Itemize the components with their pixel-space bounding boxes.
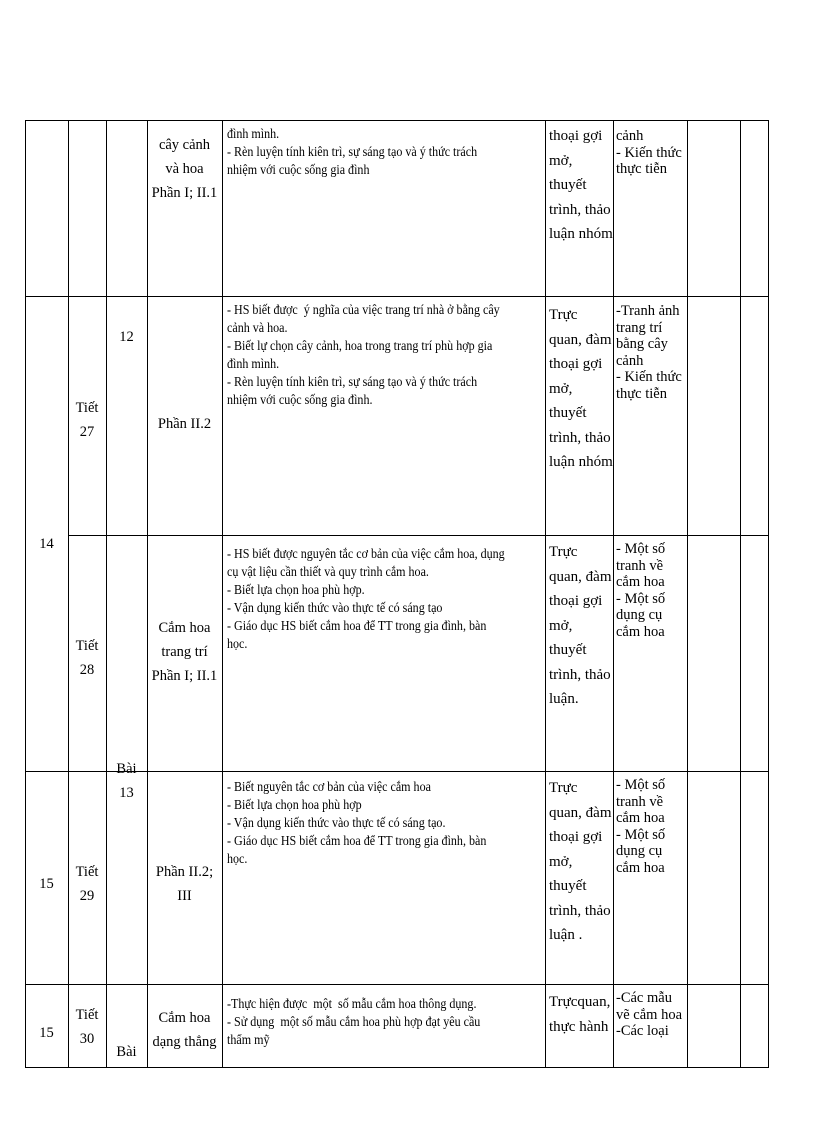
period-cell xyxy=(68,634,106,682)
method-line: thoại gợi xyxy=(549,829,603,845)
objectives-cell xyxy=(227,546,537,654)
lesson-label: Bài xyxy=(116,1044,137,1060)
material-line: -Tranh ảnh xyxy=(616,303,680,319)
lesson-title-cell xyxy=(147,412,222,436)
method-line: thoại gợi xyxy=(549,593,603,609)
material-line: - Kiến thức xyxy=(616,369,682,385)
week-number: 15 xyxy=(39,876,54,892)
objective-line: - HS biết được nguyên tắc cơ bản của việc cắm hoa, dụng xyxy=(227,547,505,562)
week-number: 15 xyxy=(39,1025,54,1041)
col-border xyxy=(106,120,107,1068)
objective-line: - Biết lựa chọn hoa phù hợp xyxy=(227,798,362,813)
lesson-title-line: Phần II.2; xyxy=(155,864,214,880)
methods-cell xyxy=(549,540,611,712)
period-number: 30 xyxy=(79,1031,95,1047)
objectives-cell xyxy=(227,302,537,410)
lesson-title-line: III xyxy=(177,888,192,904)
method-line: trình, thảo xyxy=(549,666,611,683)
lesson-title-line: dạng thẳng xyxy=(152,1034,217,1050)
period-cell xyxy=(68,860,106,908)
lesson-title-line: cây cảnh xyxy=(158,137,211,153)
methods-cell xyxy=(549,990,610,1039)
material-line: cảnh xyxy=(616,352,644,369)
col-border xyxy=(147,120,148,1068)
material-line: cắm hoa xyxy=(616,859,665,876)
period-cell xyxy=(68,1003,106,1051)
objective-line: học. xyxy=(227,637,248,652)
objectives-cell xyxy=(227,996,537,1050)
method-line: quan, đàm xyxy=(549,568,612,585)
objectives-cell xyxy=(227,779,537,869)
material-line: cắm hoa xyxy=(616,810,665,826)
materials-cell xyxy=(616,303,682,402)
method-line: luận nhóm xyxy=(549,226,613,242)
lesson-label: Bài xyxy=(116,761,137,777)
objective-line: đình mình. xyxy=(227,127,280,142)
material-line: cắm hoa xyxy=(616,623,665,640)
material-line: -Các loại xyxy=(616,1023,669,1039)
col-border xyxy=(545,120,546,1068)
period-number: 29 xyxy=(79,888,95,904)
method-line: thuyết xyxy=(549,405,587,421)
objective-line: nhiệm với cuộc sống gia đình xyxy=(227,163,370,178)
method-line: mở, xyxy=(549,380,573,397)
material-line: - Một số xyxy=(616,590,666,607)
lesson-number: 13 xyxy=(119,785,134,801)
period-label: Tiết xyxy=(75,864,99,880)
material-line: dụng cụ xyxy=(616,843,663,859)
objective-line: - Biết nguyên tắc cơ bản của việc cắm hoa xyxy=(227,780,431,795)
material-line: thực tiễn xyxy=(616,161,667,177)
row-border xyxy=(25,296,769,297)
method-line: Trựcquan, xyxy=(549,994,611,1010)
material-line: bằng cây xyxy=(616,336,668,352)
method-line: luận nhóm xyxy=(549,454,613,470)
material-line: vẽ cắm hoa xyxy=(616,1006,683,1023)
material-line: - Kiến thức xyxy=(616,144,682,161)
lesson-cell xyxy=(106,325,147,349)
lesson-title-line: Cắm hoa xyxy=(158,1010,211,1026)
objective-line: - Giáo dục HS biết cắm hoa để TT trong gia đình, bàn xyxy=(227,619,487,634)
col-border xyxy=(768,120,769,1068)
row-border xyxy=(25,984,769,985)
materials-cell xyxy=(616,990,682,1040)
material-line: dụng cụ xyxy=(616,607,663,623)
objective-line: cảnh và hoa. xyxy=(227,321,288,336)
method-line: mở, xyxy=(549,853,573,870)
method-line: trình, thảo xyxy=(549,201,611,218)
objective-line: - Biết lự chọn cây cảnh, hoa trong trang trí phù hợp gia xyxy=(227,339,493,354)
method-line: quan, đàm xyxy=(549,804,612,821)
objective-line: - Vận dụng kiến thức vào thực tế có sáng tạo xyxy=(227,601,443,616)
period-cell xyxy=(68,396,106,444)
method-line: luận . xyxy=(549,927,583,943)
methods-cell xyxy=(549,303,613,475)
week-cell xyxy=(25,872,68,896)
method-line: thoại gợi xyxy=(549,356,603,372)
lesson-title-line: Phần I; II.1 xyxy=(151,668,218,684)
row-border xyxy=(25,120,769,121)
objective-line: - Vận dụng kiến thức vào thực tế có sáng tạo. xyxy=(227,816,446,831)
lesson-title-line: trang trí xyxy=(161,644,208,660)
objective-line: - Rèn luyện tính kiên trì, sự sáng tạo và ý thức trách xyxy=(227,375,478,390)
period-number: 27 xyxy=(79,424,95,440)
lesson-cell xyxy=(106,1040,147,1064)
method-line: thuyết xyxy=(549,642,587,658)
lesson-title-line: và hoa xyxy=(165,161,204,177)
period-label: Tiết xyxy=(75,638,99,654)
method-line: quan, đàm xyxy=(549,331,612,348)
method-line: Trực xyxy=(549,780,578,796)
material-line: tranh về xyxy=(616,793,664,810)
material-line: tranh về xyxy=(616,557,664,574)
method-line: trình, thảo xyxy=(549,902,611,919)
material-line: thực tiễn xyxy=(616,385,667,402)
lesson-cell xyxy=(106,757,147,805)
lesson-title-line: Phần II.2 xyxy=(157,416,212,432)
row-border xyxy=(106,535,147,536)
materials-cell xyxy=(616,541,665,640)
method-line: luận. xyxy=(549,691,579,707)
period-label: Tiết xyxy=(75,1007,99,1023)
materials-cell xyxy=(616,128,682,178)
lesson-title-cell xyxy=(147,616,222,688)
week-cell xyxy=(25,1021,68,1045)
material-line: - Một số xyxy=(616,541,666,557)
period-number: 28 xyxy=(79,662,95,678)
week-number: 14 xyxy=(39,536,54,552)
col-border xyxy=(740,120,741,1068)
material-line: trang trí xyxy=(616,319,663,336)
material-line: cắm hoa xyxy=(616,574,665,590)
lesson-title-cell xyxy=(147,1006,222,1054)
method-line: trình, thảo xyxy=(549,429,611,446)
material-line: -Các mẫu xyxy=(616,990,672,1006)
material-line: - Một số xyxy=(616,777,666,793)
method-line: thực hành xyxy=(549,1018,609,1035)
method-line: Trực xyxy=(549,307,578,323)
material-line: cảnh xyxy=(616,128,644,144)
method-line: mở, xyxy=(549,617,573,634)
col-border xyxy=(222,120,223,1068)
week-cell xyxy=(25,532,68,556)
objective-line: học. xyxy=(227,852,248,867)
methods-cell xyxy=(549,124,613,247)
row-border xyxy=(147,535,769,536)
method-line: Trực xyxy=(549,544,578,560)
col-border xyxy=(687,120,688,1068)
objective-line: đình mình. xyxy=(227,357,280,372)
objective-line: - HS biết được ý nghĩa của việc trang trí nhà ở bằng cây xyxy=(227,303,500,318)
lesson-title-line: Cắm hoa xyxy=(158,620,211,636)
lesson-number: 12 xyxy=(119,329,134,345)
methods-cell xyxy=(549,776,611,948)
objectives-cell xyxy=(227,126,537,180)
lesson-title-line: Phần I; II.1 xyxy=(151,185,218,201)
objective-line: - Rèn luyện tính kiên trì, sự sáng tạo và ý thức trách xyxy=(227,145,478,160)
objective-line: -Thực hiện được một số mẫu cắm hoa thông dụng. xyxy=(227,997,477,1012)
method-line: thuyết xyxy=(549,177,587,193)
objective-line: - Giáo dục HS biết cắm hoa để TT trong gia đình, bàn xyxy=(227,834,487,849)
materials-cell xyxy=(616,777,665,876)
method-line: thoại gợi xyxy=(549,128,603,144)
row-border xyxy=(68,535,106,536)
col-border xyxy=(613,120,614,1068)
method-line: mở, xyxy=(549,152,573,169)
objective-line: thẩm mỹ xyxy=(227,1033,270,1048)
lesson-title-cell xyxy=(147,860,222,908)
col-border xyxy=(68,120,69,1068)
objective-line: - Sử dụng một số mẫu cắm hoa phù hợp đạt yêu cầu xyxy=(227,1015,481,1030)
lesson-title-cell xyxy=(147,133,222,205)
row-border xyxy=(25,1067,769,1068)
objective-line: - Biết lựa chọn hoa phù hợp. xyxy=(227,583,365,598)
objective-line: nhiệm với cuộc sống gia đình. xyxy=(227,393,373,408)
col-border xyxy=(25,120,26,1068)
objective-line: cụ vật liệu cần thiết và quy trình cắm hoa. xyxy=(227,565,429,580)
material-line: - Một số xyxy=(616,826,666,843)
period-label: Tiết xyxy=(75,400,99,416)
method-line: thuyết xyxy=(549,878,587,894)
